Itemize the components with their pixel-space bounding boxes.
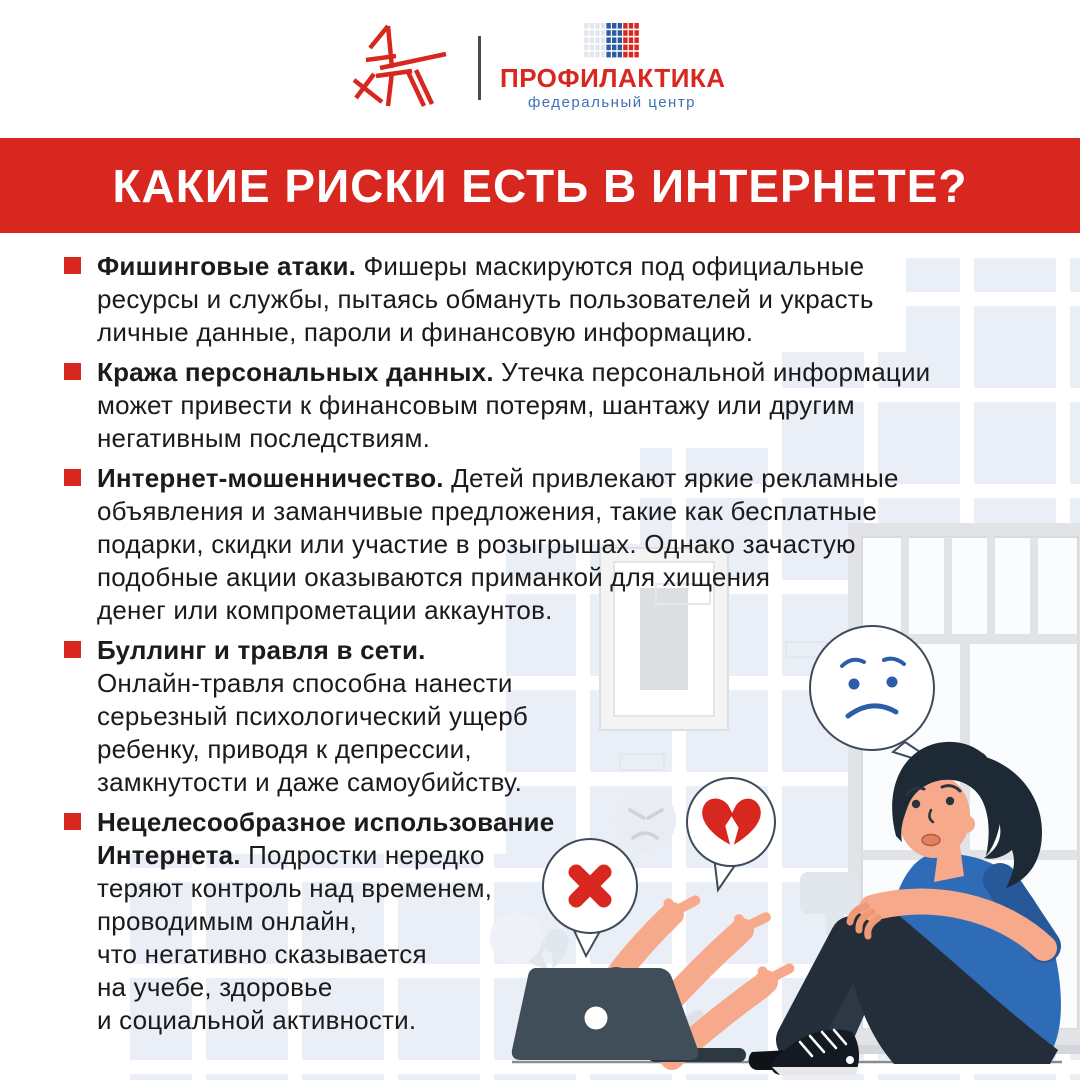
bullet-marker-icon — [64, 641, 81, 658]
bullet-line: Онлайн-травля способна нанести — [97, 668, 513, 698]
bullet-line: личные данные, пароли и финансовую информацию. — [97, 317, 754, 347]
bullet-line: и социальной активности. — [97, 1005, 417, 1035]
list-item — [64, 356, 930, 455]
list-item — [64, 806, 930, 1037]
risk-list — [64, 250, 930, 1044]
bullet-text — [97, 806, 554, 1037]
bullet-marker-icon — [64, 363, 81, 380]
list-item — [64, 250, 930, 349]
bullet-marker-icon — [64, 469, 81, 486]
bullet-line: негативным последствиям. — [97, 423, 430, 453]
bullet-line: Интернета. Подростки нередко — [97, 840, 485, 870]
bullet-text — [97, 250, 874, 349]
bullet-text — [97, 356, 930, 455]
bullet-line: Кража персональных данных. Утечка персональной информации — [97, 357, 931, 387]
bullet-line: денег или компрометации аккаунтов. — [97, 595, 553, 625]
list-item — [64, 634, 930, 799]
brand-logo — [500, 22, 724, 111]
brand-title: ПРОФИЛАКТИКА — [500, 63, 726, 93]
chair-logo-icon — [350, 18, 462, 110]
bullet-marker-icon — [64, 813, 81, 830]
bullet-line: объявления и заманчивые предложения, такие как бесплатные — [97, 496, 878, 526]
bullet-text — [97, 634, 528, 799]
bullet-line: замкнутости и даже самоубийству. — [97, 767, 523, 797]
bullet-line: Буллинг и травля в сети. — [97, 635, 426, 665]
bullet-line: подобные акции оказываются приманкой для хищения — [97, 562, 771, 592]
bullet-line: может привести к финансовым потерям, шантажу или другим — [97, 390, 855, 420]
bullet-marker-icon — [64, 257, 81, 274]
bullet-line: ресурсы и службы, пытаясь обмануть пользователей и украсть — [97, 284, 874, 314]
brand-grid-icon — [583, 22, 641, 62]
bullet-line: что негативно сказывается — [97, 939, 427, 969]
bullet-line: серьезный психологический ущерб — [97, 701, 528, 731]
header — [0, 0, 1080, 138]
bullet-line: Нецелесообразное использование — [97, 807, 555, 837]
bullet-line: подарки, скидки или участие в розыгрышах. Однако зачастую — [97, 529, 856, 559]
logo-divider — [478, 36, 481, 100]
title-banner — [0, 138, 1080, 233]
bullet-line: Интернет-мошенничество. Детей привлекают яркие рекламные — [97, 463, 899, 493]
list-item — [64, 462, 930, 627]
bullet-line: проводимым онлайн, — [97, 906, 357, 936]
brand-subtitle: федеральный центр — [527, 94, 697, 112]
page-title: КАКИЕ РИСКИ ЕСТЬ В ИНТЕРНЕТЕ? — [112, 159, 968, 212]
bullet-text — [97, 462, 899, 627]
bullet-line: ребенку, приводя к депрессии, — [97, 734, 472, 764]
bullet-line: теряют контроль над временем, — [97, 873, 493, 903]
bullet-line: Фишинговые атаки. Фишеры маскируются под официальные — [97, 251, 865, 281]
bullet-line: на учебе, здоровье — [97, 972, 333, 1002]
